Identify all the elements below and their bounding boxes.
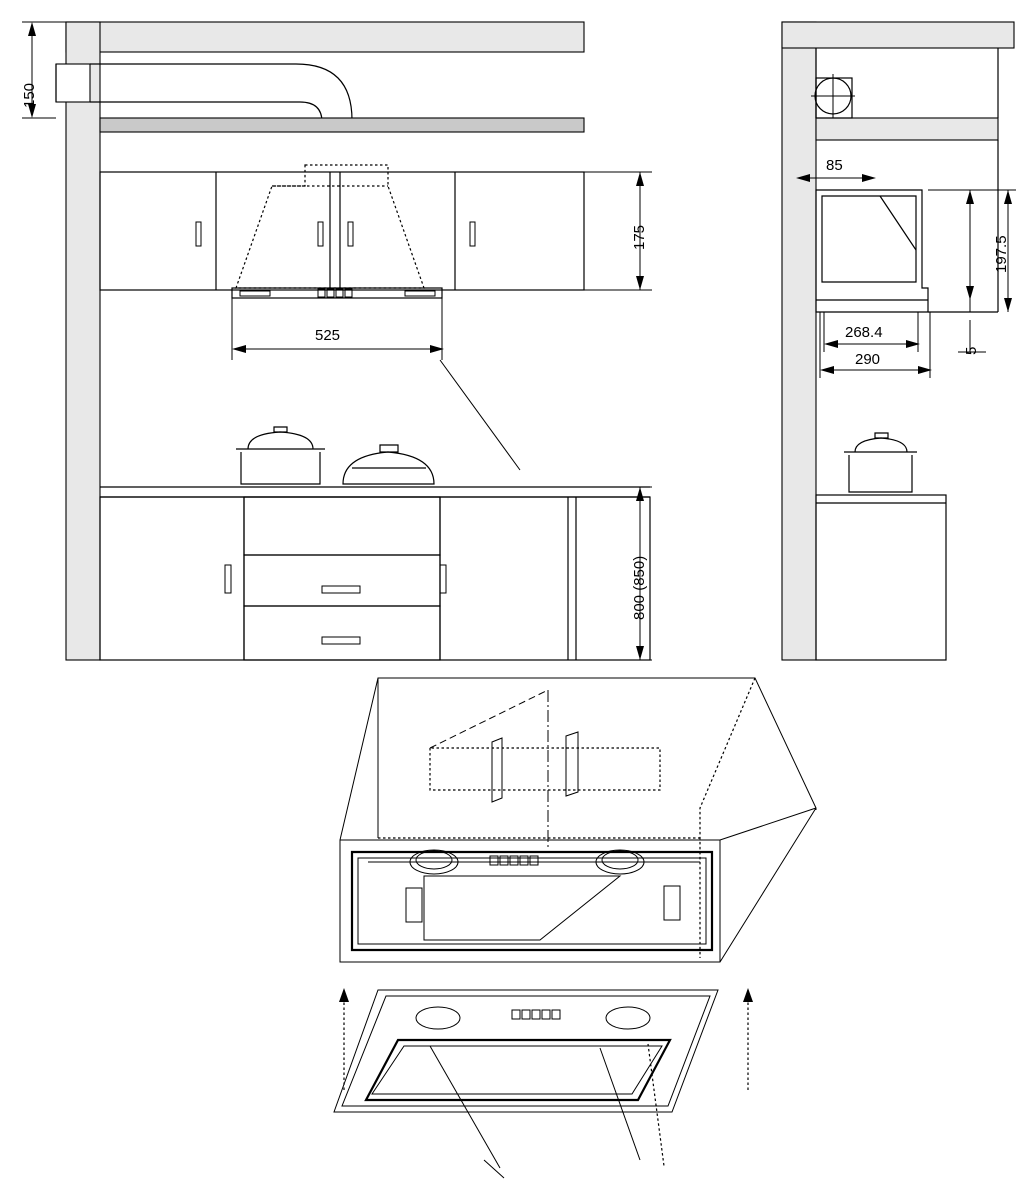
dimension-label-290: 290 bbox=[855, 351, 881, 368]
worktop-and-base-units bbox=[100, 487, 650, 660]
wall-cabinet-row bbox=[100, 172, 584, 290]
dimension-label-525: 525 bbox=[315, 327, 341, 344]
isometric-control-switches[interactable] bbox=[490, 856, 538, 865]
dimension-label-268-4: 268.4 bbox=[845, 324, 883, 341]
side-worktop-and-base bbox=[816, 433, 946, 660]
left-wall bbox=[66, 22, 100, 660]
upper-shelf bbox=[100, 118, 584, 132]
dimension-bottom-lip bbox=[958, 300, 986, 352]
dimension-label-150: 150 bbox=[21, 82, 38, 108]
dimension-label-175: 175 bbox=[631, 224, 648, 250]
panel-control-switches[interactable] bbox=[512, 1010, 560, 1019]
dimension-label-85: 85 bbox=[826, 157, 843, 174]
dimension-label-197-5: 197.5 bbox=[993, 235, 1010, 273]
cookware-front bbox=[236, 427, 434, 484]
isometric-hood-body bbox=[340, 678, 816, 962]
panel-removal-view bbox=[334, 988, 753, 1178]
dimension-label-5: 5 bbox=[963, 346, 980, 355]
side-duct-outlet bbox=[811, 74, 855, 118]
dimension-label-800-850: 800 (850) bbox=[631, 555, 648, 620]
ceiling-slab bbox=[66, 22, 584, 52]
side-upper-shelf bbox=[816, 48, 998, 140]
